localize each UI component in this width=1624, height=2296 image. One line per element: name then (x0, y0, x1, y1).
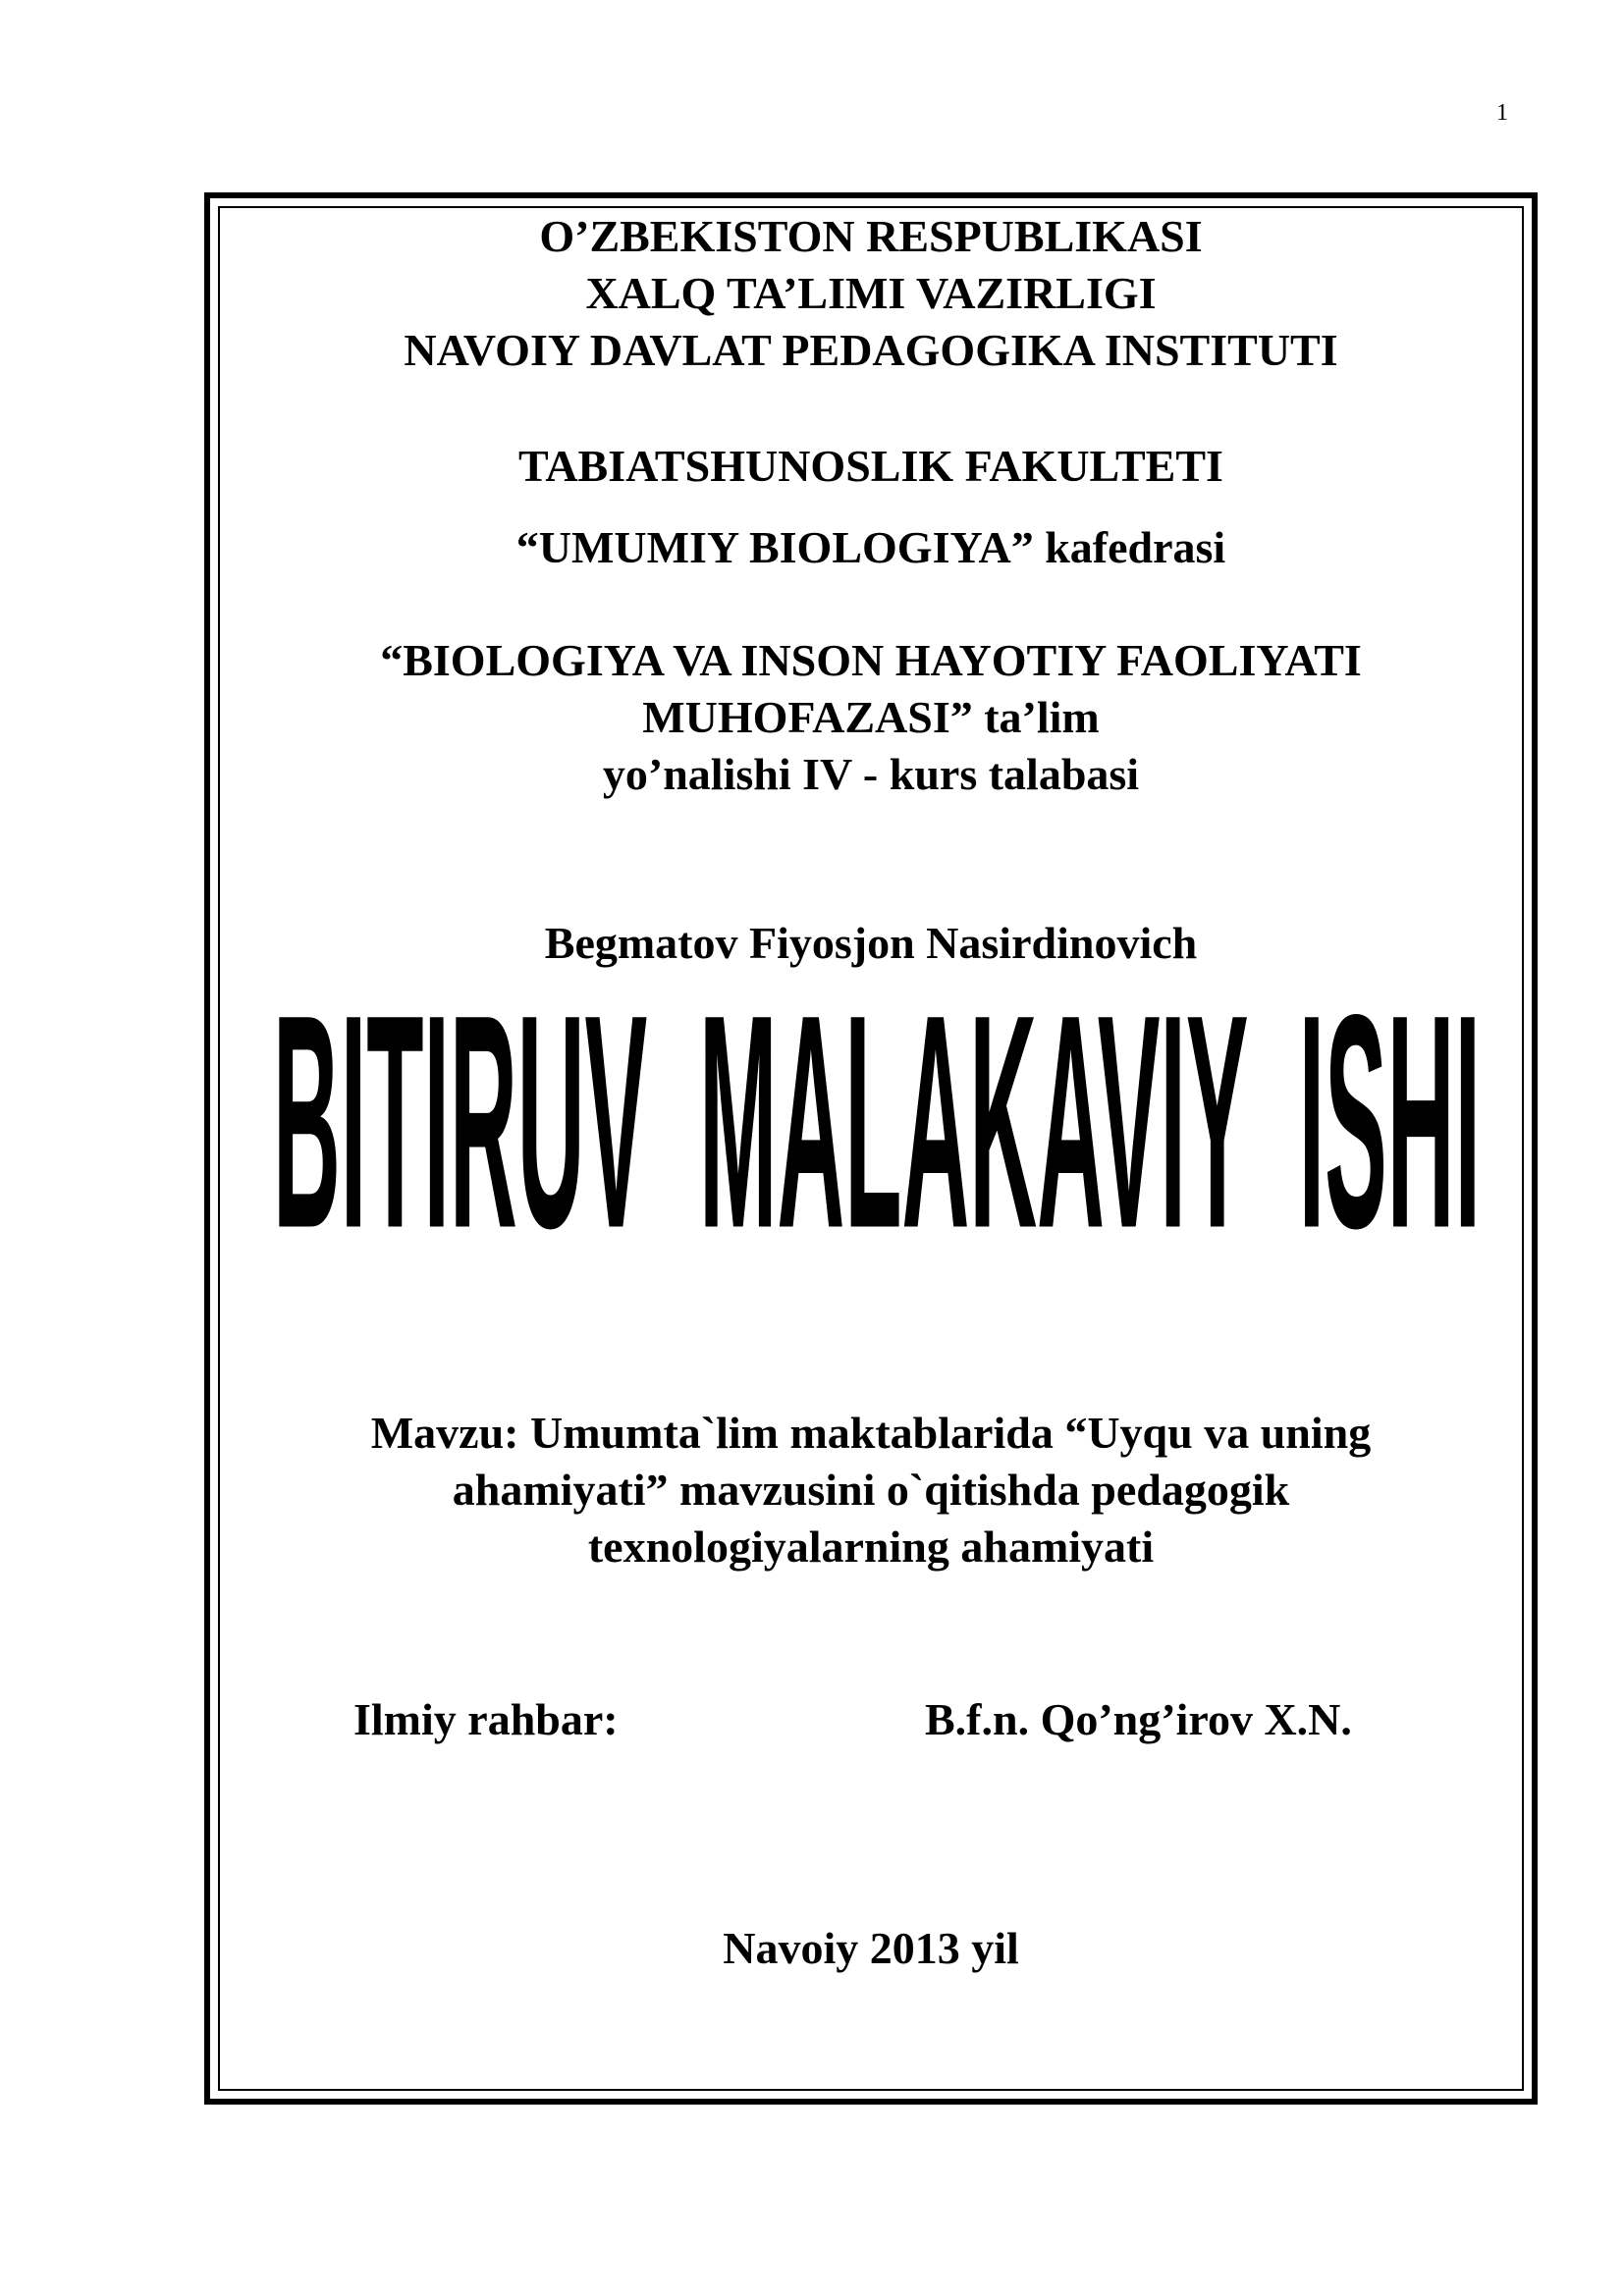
header-ministry: XALQ TA’LIMI VAZIRLIGI (585, 268, 1157, 318)
work-type-banner (265, 957, 1492, 1310)
program-line-3: yo’nalishi IV - kurs talabasi (602, 749, 1140, 799)
supervisor-name: B.f.n. Qo’ng’irov X.N. (925, 1694, 1352, 1744)
topic-line-3: texnologiyalarning ahamiyati (587, 1522, 1155, 1572)
header-country: O’ZBEKISTON RESPUBLIKASI (539, 211, 1203, 261)
banner-text: BITIRUV MALAKAVIY ISHI (273, 957, 1481, 1293)
topic-line-2: ahamiyati” mavzusini o`qitishda pedagogik (452, 1465, 1290, 1515)
page-number: 1 (1496, 100, 1508, 126)
faculty-name: TABIATSHUNOSLIK FAKULTETI (518, 441, 1223, 491)
program-line-1: “BIOLOGIYA VA INSON HAYOTIY FAOLIYATI (380, 635, 1362, 685)
topic-line-1: Mavzu: Umumta`lim maktablarida “Uyqu va uning (370, 1408, 1372, 1458)
student-name: Begmatov Fiyosjon Nasirdinovich (544, 918, 1198, 968)
program-line-2: MUHOFAZASI” ta’lim (642, 692, 1100, 742)
supervisor-label: Ilmiy rahbar: (353, 1694, 619, 1744)
header-institute: NAVOIY DAVLAT PEDAGOGIKA INSTITUTI (404, 325, 1338, 375)
department-name: “UMUMIY BIOLOGIYA” kafedrasi (515, 522, 1226, 572)
footer-place-year: Navoiy 2013 yil (723, 1923, 1019, 1973)
